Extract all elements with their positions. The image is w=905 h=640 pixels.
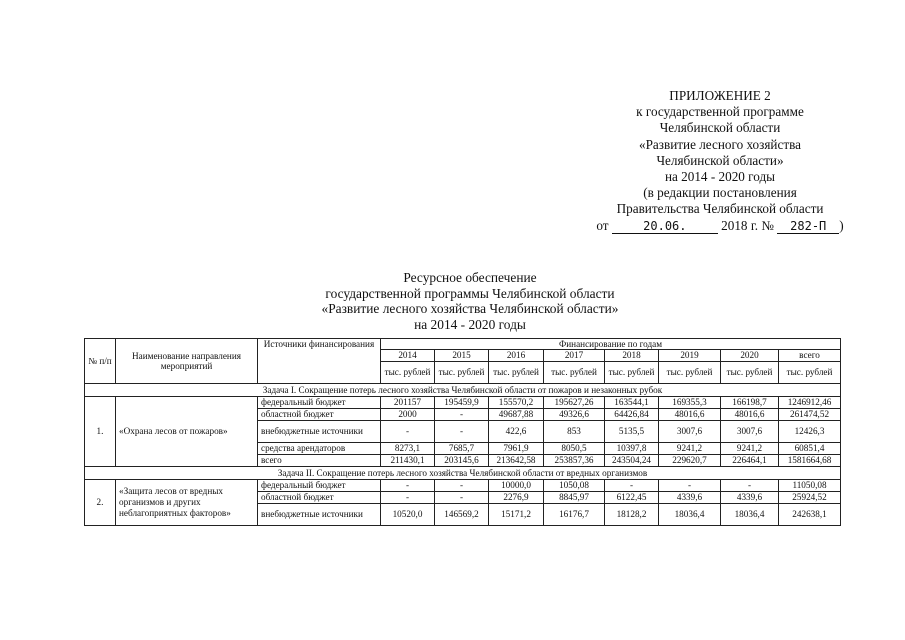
title-line: на 2014 - 2020 годы [414,316,526,332]
value-cell: 8845,97 [544,491,605,503]
value-cell: 18128,2 [605,503,659,525]
value-cell: 3007,6 [659,420,721,442]
value-cell: 8273,1 [381,442,435,454]
value-cell: 48016,6 [721,408,779,420]
value-cell: 18036,4 [659,503,721,525]
source-cell: внебюджетные источники [258,503,381,525]
value-cell: 16176,7 [544,503,605,525]
value-cell: 146569,2 [435,503,489,525]
header-unit: тыс. рублей [381,361,435,383]
value-cell: 6122,45 [605,491,659,503]
date-value: 20.06. [612,220,718,234]
header-unit: тыс. рублей [435,361,489,383]
value-cell: 2000 [381,408,435,420]
value-cell: 5135,5 [605,420,659,442]
value-cell: 64426,84 [605,408,659,420]
value-cell: 4339,6 [659,491,721,503]
appendix-date-line [560,218,880,234]
appendix-line: к государственной программе [636,104,804,120]
title-line: государственной программы Челябинской области [325,285,615,301]
total-cell: 261474,52 [779,408,841,420]
header-unit: тыс. рублей [489,361,544,383]
value-cell: 10520,0 [381,503,435,525]
value-cell: 229620,7 [659,454,721,466]
value-cell: - [435,408,489,420]
header-year: 2019 [659,350,721,361]
value-cell: 243504,24 [605,454,659,466]
value-cell: 195459,9 [435,396,489,408]
appendix-line: Правительства Челябинской области [616,201,824,217]
task-2-heading: Задача II. Сокращение потерь лесного хозяйства Челябинской области от вредных организмов [85,466,841,479]
row-1-direction: «Охрана лесов от пожаров» [116,396,258,466]
date-prefix: от [596,217,609,233]
header-year: 2017 [544,350,605,361]
source-cell: внебюджетные источники [258,420,381,442]
appendix-title: ПРИЛОЖЕНИЕ 2 [669,88,771,103]
header-unit: тыс. рублей [605,361,659,383]
total-cell: 11050,08 [779,479,841,491]
value-cell: - [721,479,779,491]
value-cell: 166198,7 [721,396,779,408]
value-cell: 213642,58 [489,454,544,466]
header-year: 2018 [605,350,659,361]
total-cell: 12426,3 [779,420,841,442]
value-cell: 4339,6 [721,491,779,503]
header-unit: тыс. рублей [779,361,841,383]
value-cell: - [435,479,489,491]
header-year: 2016 [489,350,544,361]
title-line: «Развитие лесного хозяйства Челябинской области» [321,301,619,317]
value-cell: 10000,0 [489,479,544,491]
title-line: Ресурсное обеспечение [403,270,537,285]
source-cell: средства арендаторов [258,442,381,454]
header-unit: тыс. рублей [544,361,605,383]
header-unit: тыс. рублей [659,361,721,383]
value-cell: 226464,1 [721,454,779,466]
appendix-line: Челябинской области» [656,152,784,168]
value-cell: 422,6 [489,420,544,442]
header-unit: тыс. рублей [721,361,779,383]
document-title [280,270,660,332]
header-sources: Источники финансирования [258,339,381,384]
value-cell: 853 [544,420,605,442]
value-cell: 195627,26 [544,396,605,408]
header-year: 2015 [435,350,489,361]
date-suffix: ) [839,217,844,233]
doc-number: 282-П [777,220,839,234]
task-1-heading: Задача I. Сокращение потерь лесного хозяйства Челябинской области от пожаров и незаконных рубок [85,383,841,396]
row-2-direction: «Защита лесов от вредных организмов и других неблагоприятных факторов» [116,479,258,525]
source-cell: областной бюджет [258,491,381,503]
value-cell: 169355,3 [659,396,721,408]
value-cell: 9241,2 [721,442,779,454]
value-cell: 7961,9 [489,442,544,454]
value-cell: 8050,5 [544,442,605,454]
source-cell: федеральный бюджет [258,396,381,408]
value-cell: 49687,88 [489,408,544,420]
table-header [85,339,841,384]
source-cell: областной бюджет [258,408,381,420]
value-cell: 201157 [381,396,435,408]
row-1-number: 1. [85,396,116,466]
total-cell: 1581664,68 [779,454,841,466]
appendix-line: Челябинской области [659,120,781,136]
appendix-line: (в редакции постановления [643,185,797,201]
value-cell: - [381,420,435,442]
value-cell: 10397,8 [605,442,659,454]
value-cell: 15171,2 [489,503,544,525]
total-cell: 1246912,46 [779,396,841,408]
value-cell: 18036,4 [721,503,779,525]
value-cell: 203145,6 [435,454,489,466]
appendix-line: на 2014 - 2020 годы [664,169,776,185]
source-cell: всего [258,454,381,466]
value-cell: 211430,1 [381,454,435,466]
value-cell: 163544,1 [605,396,659,408]
header-total: всего [779,350,841,361]
header-direction: Наименование направления мероприятий [116,339,258,384]
appendix-line: «Развитие лесного хозяйства [638,136,802,152]
value-cell: 1050,08 [544,479,605,491]
value-cell: 48016,6 [659,408,721,420]
value-cell: - [659,479,721,491]
value-cell: 155570,2 [489,396,544,408]
financing-table [84,338,841,526]
value-cell: - [605,479,659,491]
header-num: № п/п [85,339,116,384]
total-cell: 60851,4 [779,442,841,454]
value-cell: 3007,6 [721,420,779,442]
row-2-number: 2. [85,479,116,525]
value-cell: - [435,420,489,442]
appendix-header [560,88,880,234]
total-cell: 242638,1 [779,503,841,525]
header-funding: Финансирование по годам [381,339,841,350]
value-cell: 253857,36 [544,454,605,466]
value-cell: - [381,479,435,491]
value-cell: 49326,6 [544,408,605,420]
header-year: 2020 [721,350,779,361]
total-cell: 25924,52 [779,491,841,503]
source-cell: федеральный бюджет [258,479,381,491]
date-middle: 2018 г. № [721,217,774,233]
value-cell: 7685,7 [435,442,489,454]
value-cell: 2276,9 [489,491,544,503]
value-cell: - [381,491,435,503]
value-cell: 9241,2 [659,442,721,454]
header-year: 2014 [381,350,435,361]
value-cell: - [435,491,489,503]
